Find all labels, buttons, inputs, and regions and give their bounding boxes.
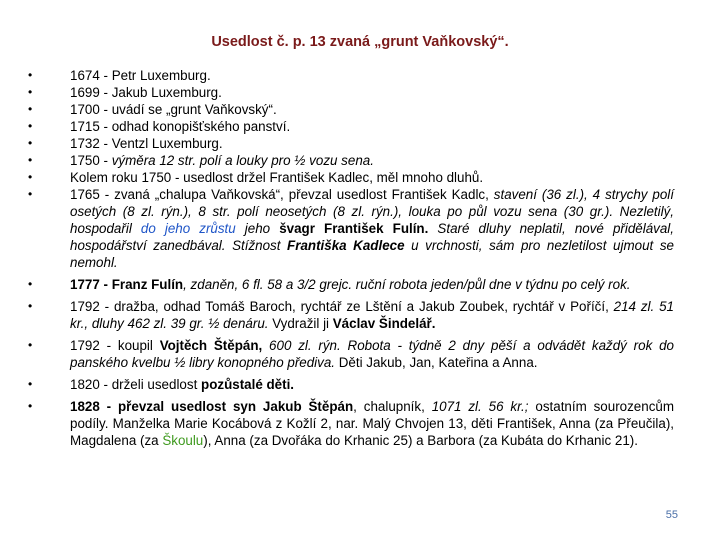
list-item — [28, 337, 674, 371]
list-item — [28, 186, 674, 271]
list-item — [28, 169, 674, 186]
list-item — [28, 276, 674, 293]
list-item-text: Vojtěch Štěpán, — [159, 338, 263, 353]
list-item-text: 1071 zl. 56 kr.; — [431, 399, 529, 414]
list-item-text: 214 zl. 51 kr., dluhy 462 zl. 39 gr. ½ denáru. — [70, 299, 674, 331]
list-item-text: Vydražil ji — [268, 316, 333, 331]
list-item-text: u vrchnosti, sám pro nezletilost ujmout se nemohl. — [70, 238, 674, 270]
list-item-text: 1732 - Ventzl Luxemburg. — [70, 136, 223, 151]
list-item-text: Kolem roku 1750 - usedlost držel František Kadlec, měl mnoho dluhů. — [70, 170, 484, 185]
list-item-text: 1820 - drželi usedlost — [70, 377, 202, 392]
list-item — [28, 101, 674, 118]
list-item-text: pozůstalé děti. — [201, 377, 295, 392]
list-item-text: Děti Jakub, Jan, Kateřina a Anna. — [335, 355, 538, 370]
page-number: 55 — [665, 509, 678, 521]
list-item-text: 1699 - Jakub Luxemburg. — [70, 85, 222, 100]
list-item-text: , zdaněn, 6 fl. 58 a 3/2 grejc. ruční robota jeden/půl dne v týdnu po celý rok. — [183, 277, 631, 292]
list-item-text: Václav Šindelář. — [332, 316, 436, 331]
list-item-text: Škoulu — [162, 433, 204, 448]
list-item — [28, 152, 674, 169]
list-item-text: švagr František Fulín. — [279, 221, 429, 236]
list-item-text: 1828 - převzal usedlost syn Jakub Štěpán — [70, 399, 354, 414]
list-item — [28, 398, 674, 449]
list-item-text: 1750 - — [70, 153, 112, 168]
list-item-text: 1765 - zvaná „chalupa Vaňkovská“, převzal usedlost František Kadlc, — [70, 187, 494, 202]
list-item — [28, 298, 674, 332]
list-item — [28, 118, 674, 135]
list-item-text: Staré dluhy neplatil, nové přidělával, hospodářství zanedbával. Stížnost — [70, 221, 674, 253]
record-list — [28, 67, 674, 449]
list-item-text: , chalupník, — [353, 399, 432, 414]
list-item-text: 1792 - koupil — [70, 338, 160, 353]
list-item — [28, 84, 674, 101]
list-item-text: 1674 - Petr Luxemburg. — [70, 68, 211, 83]
list-item-text: 1792 - dražba, odhad Tomáš Baroch, rychtář ze Lštění a Jakub Zoubek, rychtář v Poříčí, — [70, 299, 614, 314]
list-item-text: 1715 - odhad konopišťského panství. — [70, 119, 291, 134]
list-item-text: ostatním sourozencům podíly. Manželka Marie Kocábová z Kožlí 2, nar. Malý Chvojen 13, děti František, Anna (za Přeučila), Magdalena (za — [70, 399, 674, 448]
list-item-text: 1777 - Franz Fulín — [70, 277, 184, 292]
list-item-text: výměra 12 str. polí a louky pro ½ vozu sena. — [111, 153, 374, 168]
list-item-text: 600 zl. rýn. Robota - týdně 2 dny pěší a odvádět každý rok do panského kvelbu ½ libry konopného přediva. — [70, 338, 674, 370]
list-item-text: Františka Kadlece — [287, 238, 405, 253]
list-item-text: stavení (36 zl.), 4 strychy polí osetých (8 zl. rýn.), 8 str. polí neosetých (8 zl. rýn.), louka po půl vozu sena (30 gr.). Nezletilý, hospodařil — [70, 187, 674, 236]
list-item-text: 1700 - uvádí se „grunt Vaňkovský“. — [70, 102, 277, 117]
list-item-text: ), Anna (za Dvořáka do Krhanic 25) a Barbora (za Kubáta do Krhanic 21). — [203, 433, 638, 448]
page-title: Usedlost č. p. 13 zvaná „grunt Vaňkovský“. — [211, 34, 509, 50]
list-item — [28, 376, 674, 393]
list-item — [28, 67, 674, 84]
list-item — [28, 135, 674, 152]
list-item-text: do jeho zrůstu — [140, 221, 236, 236]
list-item-text: jeho — [235, 221, 280, 236]
